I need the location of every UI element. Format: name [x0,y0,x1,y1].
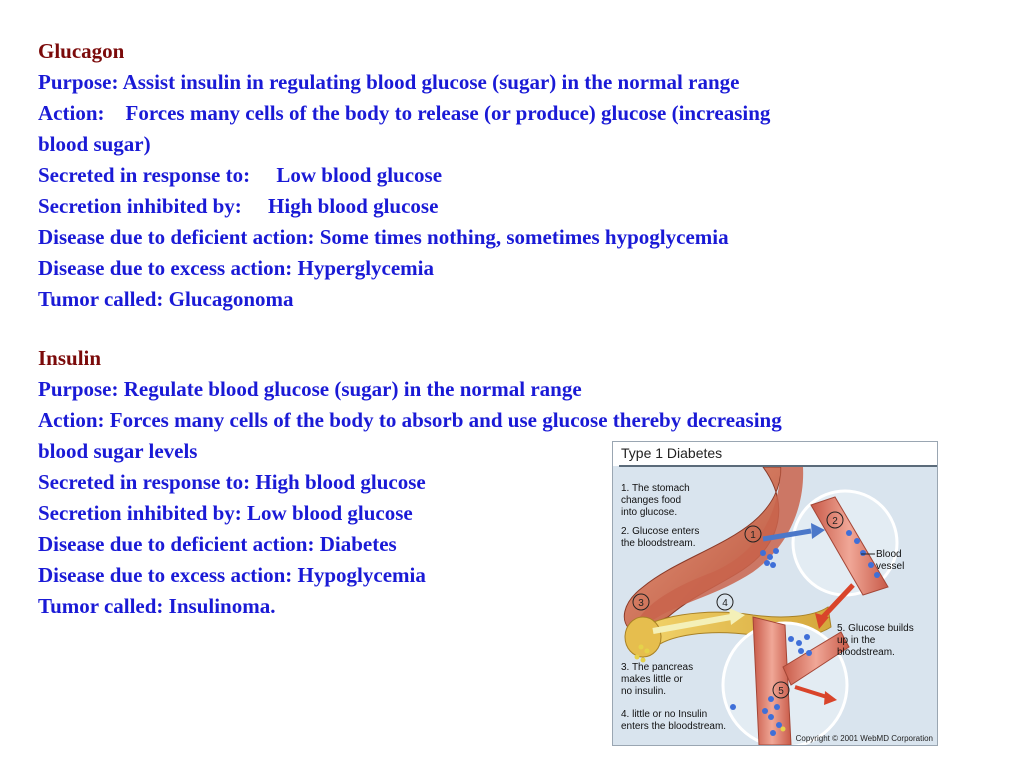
glucagon-tumor: Tumor called: Glucagonoma [38,287,294,311]
diagram-title-bar [613,442,937,466]
caption-step-3: 3. The pancreas makes little or no insulin. [621,662,694,697]
glucagon-excess: Disease due to excess action: Hyperglycemia [38,256,434,280]
glucagon-section [38,36,988,315]
insulin-inhibited: Secretion inhibited by: Low blood glucose [38,501,413,525]
svg-text:5: 5 [778,686,784,697]
insulin-purpose: Purpose: Regulate blood glucose (sugar) in the normal range [38,377,582,401]
svg-text:4: 4 [722,598,728,609]
insulin-action-cont: blood sugar levels [38,439,198,463]
caption-step-2: 2. Glucose enters the bloodstream. [621,526,700,549]
glucagon-purpose: Purpose: Assist insulin in regulating blood glucose (sugar) in the normal range [38,70,740,94]
svg-text:2: 2 [832,516,838,527]
lower-blood-vessel [753,617,791,745]
marker-4 [717,594,733,610]
type1-diabetes-diagram [612,441,938,746]
insulin-action: Action: Forces many cells of the body to absorb and use glucose thereby decreasing [38,408,782,432]
glucagon-inhibited: Secretion inhibited by: High blood glucose [38,194,439,218]
insulin-heading: Insulin [38,346,102,370]
svg-text:1: 1 [750,530,756,541]
glucagon-heading: Glucagon [38,39,125,63]
caption-blood-vessel: Blood vessel [876,549,905,572]
glucagon-action: Action: Forces many cells of the body to release (or produce) glucose (increasing [38,101,771,125]
insulin-tumor: Tumor called: Insulinoma. [38,594,276,618]
caption-step-1: 1. The stomach changes food into glucose. [621,483,690,518]
svg-text:3: 3 [638,598,644,609]
glucagon-action-cont: blood sugar) [38,132,151,156]
insulin-excess: Disease due to excess action: Hypoglycemia [38,563,426,587]
copyright-notice: Copyright © 2001 WebMD Corporation [795,734,933,743]
insulin-secreted: Secreted in response to: High blood glucose [38,470,426,494]
pancreas-head [625,617,661,657]
caption-step-4: 4. little or no Insulin enters the bloodstream. [621,709,727,732]
insulin-deficient: Disease due to deficient action: Diabetes [38,532,397,556]
diagram-title: Type 1 Diabetes [621,445,723,461]
caption-step-5: 5. Glucose builds up in the bloodstream. [837,623,914,658]
glucagon-deficient: Disease due to deficient action: Some times nothing, sometimes hypoglycemia [38,225,729,249]
glucagon-secreted: Secreted in response to: Low blood glucose [38,163,443,187]
